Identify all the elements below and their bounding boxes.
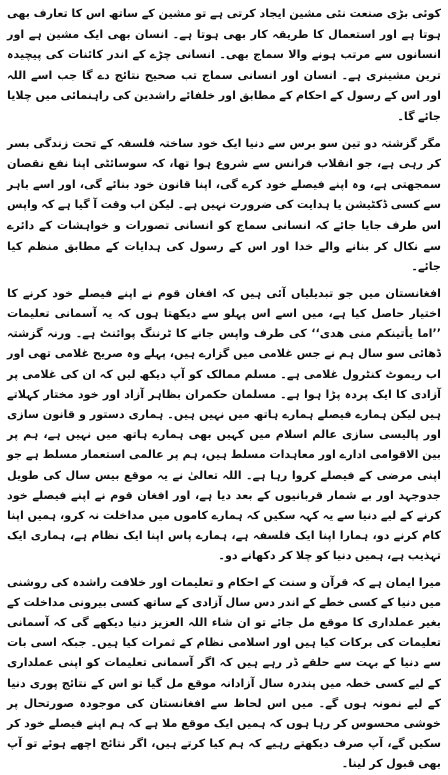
paragraph-4: میرا ایمان ہے کہ قرآن و سنت کے احکام و تعلیمات اور خلافت راشدہ کی روشنی میں دنیا کے کسی خطے کے اندر دس سال آزادی کے ساتھ کسی بیرونی مداخلت کے بغیر عملداری کا موقع مل جائے تو ان شاء اللہ العزیز دنیا دیکھے گی کہ آسمانی تعلیمات کی برکات کیا ہیں اور اسلامی نظام کے ثمرات کیا ہیں۔ جبکہ اسی بات سے دنیا کے بہت سے حلقے ڈر رہے ہیں کہ اگر آسمانی تعلیمات کو اپنی عملداری کے لیے کسی خطہ میں پندرہ سال آزادانہ موقع مل گیا تو اس کے نتائج پوری دنیا کے لیے نمونہ ہوں گے۔ میں اس لحاظ سے افغانستان کی موجودہ صورتحال پر خوشی محسوس کر رہا ہوں کہ ہمیں ایک موقع ملا ہے کہ ہم اپنے فیصلے خود کر سکیں گے، آپ صرف دیکھتے رہیے کہ ہم کیا کرتے ہیں، اگر نتائج اچھے ہوئے تو آپ بھی قبول کر لینا۔ [7, 575, 441, 771]
paragraph-3: افغانستان میں جو تبدیلیاں آئی ہیں کہ افغان قوم نے اپنے فیصلے خود کرنے کا اختیار حاصل کیا ہے، میں اسے اس پہلو سے دیکھتا ہوں کہ یہ آسمانی تعلیمات ’’اما یأتینکم منی ھدی‘‘ کی طرف واپس جانے کا ٹرننگ پوائنٹ ہے۔ ورنہ گزشتہ ڈھائی سو سال ہم نے جس غلامی میں گزارے ہیں، پہلے وہ صریح غلامی تھی اور اب ریموٹ کنٹرول غلامی ہے۔ مسلم ممالک کو آپ دیکھ لیں کہ ان کی غلامی پر آزادی کا ایک پردہ پڑا ہوا ہے۔ مسلمان حکمران بظاہر آزاد اور خود مختار کہلاتے ہیں لیکن ہمارے فیصلے ہمارے ہاتھ میں نہیں ہیں۔ ہماری دستور و قانون سازی اور پالیسی سازی عالم اسلام میں کہیں بھی ہمارے ہاتھ میں نہیں ہے، ہم پر بین الاقوامی ادارے اور معاہدات مسلط ہیں، ہم پر عالمی استعمار مسلط ہے جو اپنی مرضی کے فیصلے کروا رہا ہے۔ اللہ تعالیٰ نے یہ موقع بیس سال کی طویل جدوجہد اور بے شمار قربانیوں کے بعد دیا ہے، اور افغان قوم نے اپنے فیصلے خود کرنے کے لیے دنیا سے یہ کہہ سکیں کہ ہمارے کاموں میں مداخلت نہ کرو، ہمیں اپنا کام کرنے دو، ہمارا اپنا ایک فلسفہ ہے، ہمارے پاس اپنا ایک نظام ہے، ہماری ایک تہذیب ہے، ہمیں دنیا کو چلا کر دکھانے دو۔ [7, 286, 441, 563]
paragraph-2: مگر گزشتہ دو تین سو برس سے دنیا ایک خود ساختہ فلسفہ کے تحت زندگی بسر کر رہی ہے، جو انقلاب فرانس سے شروع ہوا تھا، کہ سوسائٹی اپنا نفع نقصان سمجھتی ہے، وہ اپنے فیصلے خود کرے گی، اپنا قانون خود بنائے گی، اور اسے باہر سے کسی ڈکٹیشن یا ہدایت کی ضرورت نہیں ہے۔ لیکن اب وقت آ گیا ہے کہ واپس اس طرف جایا جائے کہ انسانی سماج کو انسانی تصورات و خواہشات کے دائرے سے نکال کر بنانے والے خدا اور اس کے رسول کی ہدایات کے مطابق منظم کیا جائے۔ [7, 136, 441, 274]
paragraph-1: کوئی بڑی صنعت نئی مشین ایجاد کرتی ہے تو مشین کے ساتھ اس کا تعارف بھی ہوتا ہے اور استعمال کا طریقہ کار بھی ہوتا ہے۔ انسان بھی ایک مشین ہے اور انسانوں سے مرتب ہونے والا سماج بھی۔ انسانی چڑے کے اندر کائنات کی پیچیدہ ترین مشینری ہے۔ انسان اور انسانی سماج تب صحیح نتائج دے گا جب اسے اللہ اور اس کے رسول کے احکام کے مطابق اور خلفائے راشدین کی راہنمائی میں چلایا جائے گا۔ [7, 7, 441, 123]
